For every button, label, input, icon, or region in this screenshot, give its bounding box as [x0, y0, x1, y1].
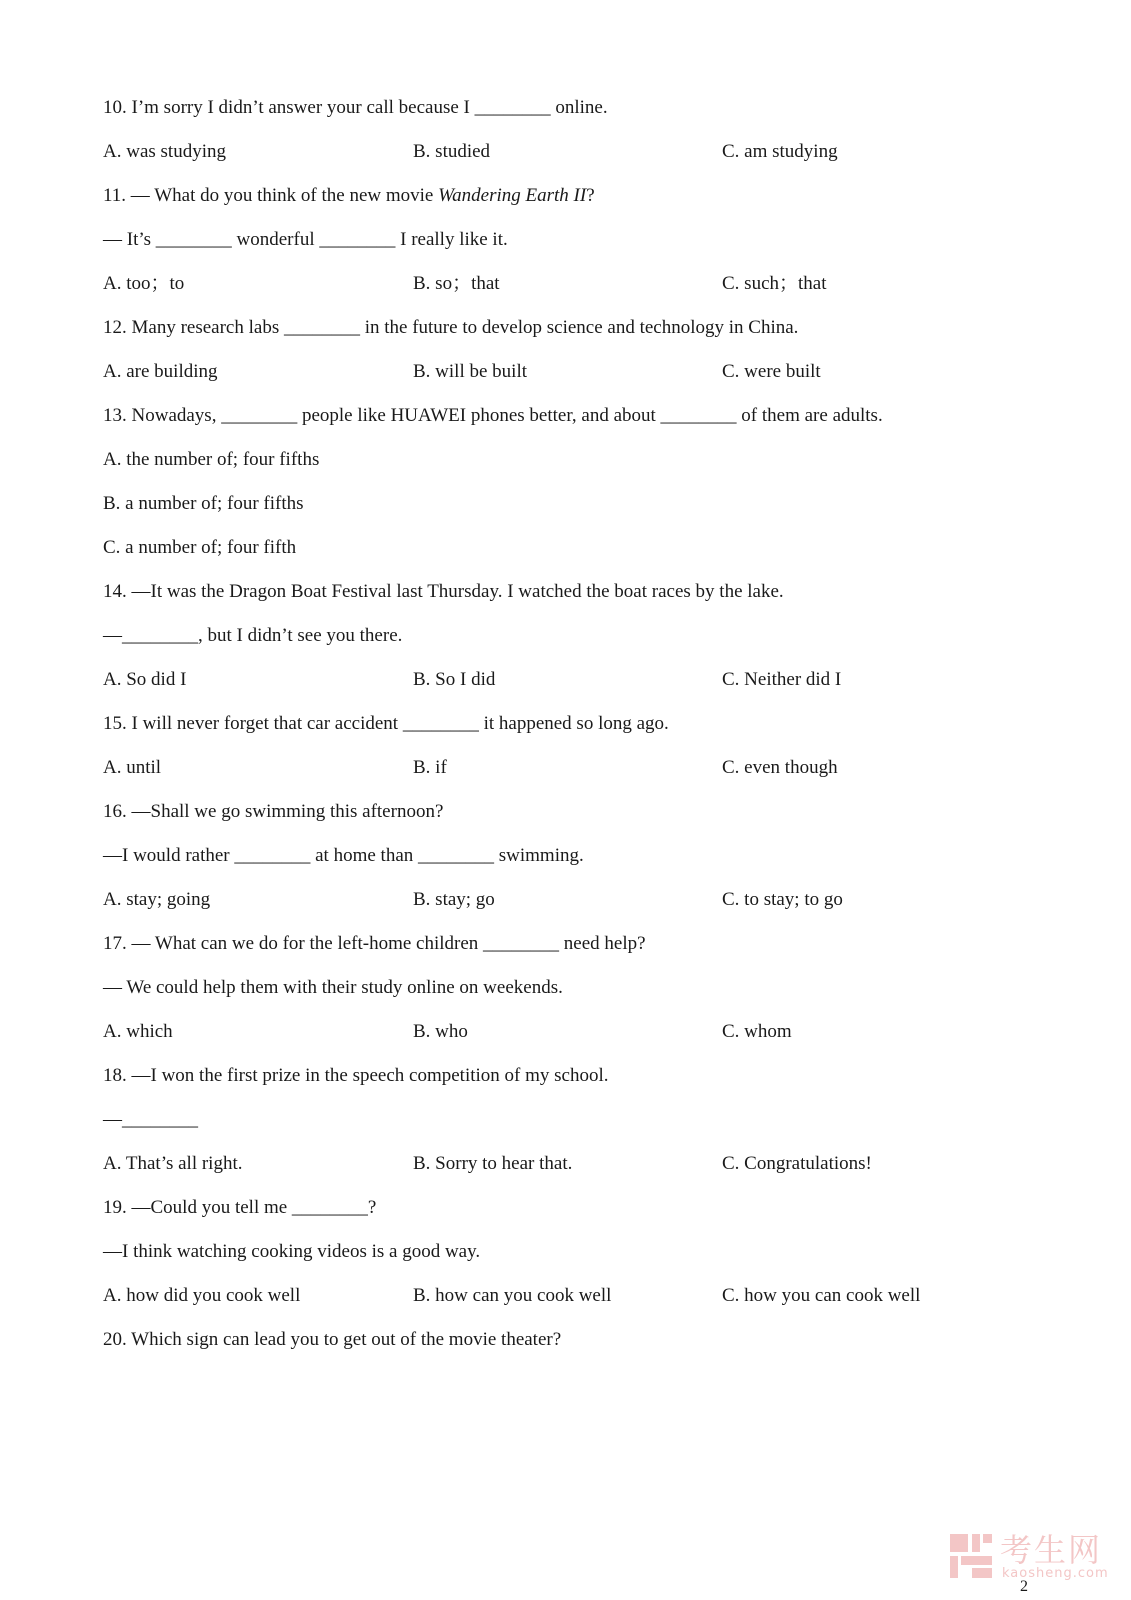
q15-option-c: C. even though [722, 757, 838, 778]
q14-stem: 14. —It was the Dragon Boat Festival last Thursday. I watched the boat races by the lake. [103, 581, 784, 602]
q10-option-b: B. studied [413, 141, 491, 162]
watermark [950, 1532, 1120, 1582]
q20-stem: 20. Which sign can lead you to get out of the movie theater? [103, 1329, 562, 1350]
q14-option-b: B. So I did [413, 669, 496, 690]
q13-option-b: B. a number of; four fifths [103, 493, 304, 514]
q11-stem [103, 184, 595, 208]
q19-option-c: C. how you can cook well [722, 1285, 921, 1306]
q17-option-a: A. which [103, 1021, 173, 1042]
q13-option-c: C. a number of; four fifth [103, 537, 297, 558]
q19-reply: —I think watching cooking videos is a good way. [103, 1241, 481, 1262]
q18-option-c: C. Congratulations! [722, 1153, 872, 1174]
q18-stem: 18. —I won the first prize in the speech competition of my school. [103, 1065, 609, 1086]
q13-stem: 13. Nowadays, ________ people like HUAWEI phones better, and about ________ of them are adults. [103, 405, 883, 426]
q12-option-a: A. are building [103, 361, 218, 382]
watermark-text: 考生网 [1000, 1531, 1103, 1569]
q16-option-b: B. stay; go [413, 889, 495, 910]
q14-reply: —________, but I didn’t see you there. [103, 625, 403, 646]
q18-option-a: A. That’s all right. [103, 1153, 243, 1174]
q10-option-a: A. was studying [103, 141, 226, 162]
q17-stem: 17. — What can we do for the left-home children ________ need help? [103, 933, 646, 954]
q16-option-a: A. stay; going [103, 889, 211, 910]
q17-reply: — We could help them with their study online on weekends. [103, 977, 563, 998]
q11-reply: — It’s ________ wonderful ________ I really like it. [103, 229, 508, 250]
q15-option-a: A. until [103, 757, 162, 778]
q18-reply: —________ [103, 1109, 198, 1130]
q18-option-b: B. Sorry to hear that. [413, 1153, 573, 1174]
q11-stem-pre: 11. — What do you think of the new movie [103, 185, 439, 206]
q11-option-c: C. such；that [722, 273, 827, 294]
kaosheng-logo-icon [950, 1534, 992, 1578]
q16-option-c: C. to stay; to go [722, 889, 843, 910]
q12-stem: 12. Many research labs ________ in the future to develop science and technology in China. [103, 317, 799, 338]
q13-option-a: A. the number of; four fifths [103, 449, 320, 470]
q11-stem-post: ? [586, 185, 595, 206]
q12-option-b: B. will be built [413, 361, 527, 382]
q11-option-b: B. so；that [413, 273, 500, 294]
q10-option-c: C. am studying [722, 141, 838, 162]
q12-option-c: C. were built [722, 361, 821, 382]
q15-option-b: B. if [413, 757, 447, 778]
watermark-url: kaosheng.com [1002, 1566, 1109, 1581]
q16-stem: 16. —Shall we go swimming this afternoon? [103, 801, 444, 822]
q19-option-b: B. how can you cook well [413, 1285, 612, 1306]
q16-reply: —I would rather ________ at home than ________ swimming. [103, 845, 584, 866]
page-number: 2 [1020, 1578, 1028, 1595]
q15-stem: 15. I will never forget that car accident ________ it happened so long ago. [103, 713, 669, 734]
q14-option-c: C. Neither did I [722, 669, 842, 690]
q17-option-c: C. whom [722, 1021, 792, 1042]
q11-option-a: A. too；to [103, 273, 185, 294]
q10-stem: 10. I’m sorry I didn’t answer your call because I ________ online. [103, 97, 608, 118]
q19-stem: 19. —Could you tell me ________? [103, 1197, 377, 1218]
q14-option-a: A. So did I [103, 669, 187, 690]
q19-option-a: A. how did you cook well [103, 1285, 301, 1306]
q11-movie-title: Wandering Earth II [438, 185, 587, 206]
q17-option-b: B. who [413, 1021, 468, 1042]
